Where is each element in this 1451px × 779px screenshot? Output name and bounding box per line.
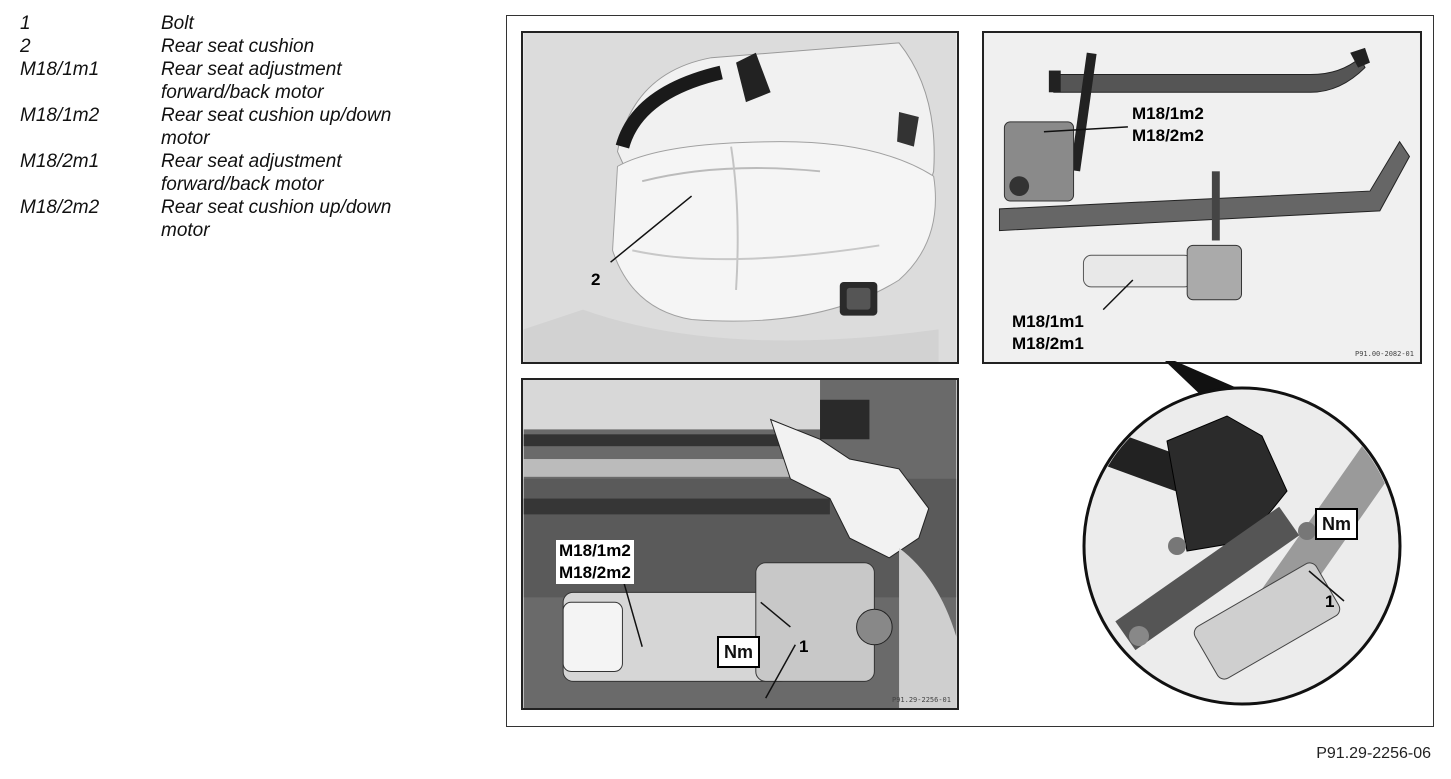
legend-desc-line: forward/back motor xyxy=(161,174,324,195)
figure-frame xyxy=(506,15,1434,727)
callout-motor-1: M18/1m2 xyxy=(556,540,634,562)
figure-number: P91.29-2256-06 xyxy=(1316,745,1431,762)
legend-desc-line: Rear seat adjustment xyxy=(161,59,342,80)
legend-code: M18/2m1 xyxy=(20,151,100,172)
legend-desc-line: motor xyxy=(161,220,210,241)
legend-desc-line: motor xyxy=(161,128,210,149)
callout-bolt: 1 xyxy=(799,637,809,656)
seat-frame-panel xyxy=(982,31,1422,364)
legend-row xyxy=(20,104,460,150)
photo-code: P91.29-2256-01 xyxy=(891,696,951,704)
legend-code: M18/2m2 xyxy=(20,197,100,218)
legend-desc-line: Rear seat adjustment xyxy=(161,151,342,172)
legend-desc-line: forward/back motor xyxy=(161,82,324,103)
legend-desc xyxy=(161,12,460,35)
legend-desc xyxy=(161,58,460,104)
legend-row xyxy=(20,58,460,104)
callout-lower-motor-2: M18/2m1 xyxy=(1012,334,1084,353)
legend-desc-line: Rear seat cushion up/down xyxy=(161,105,392,126)
detail-inset-illustration xyxy=(1047,361,1432,706)
legend-code: 1 xyxy=(20,13,31,34)
legend-code: M18/1m2 xyxy=(20,105,100,126)
legend-row xyxy=(20,12,460,35)
legend-desc-line: Rear seat cushion up/down xyxy=(161,197,392,218)
legend-desc xyxy=(161,104,460,150)
callout-lower-motor-1: M18/1m1 xyxy=(1012,312,1084,331)
legend-row xyxy=(20,196,460,242)
legend xyxy=(20,12,460,242)
legend-desc xyxy=(161,150,460,196)
seat-photo-illustration xyxy=(523,33,957,362)
legend-code: M18/1m1 xyxy=(20,59,100,80)
seat-photo-panel xyxy=(521,31,959,364)
legend-desc xyxy=(161,196,460,242)
legend-row xyxy=(20,150,460,196)
legend-desc-line: Bolt xyxy=(161,13,194,34)
detail-callout-bolt: 1 xyxy=(1325,592,1335,611)
callout-motor-2: M18/2m2 xyxy=(556,562,634,584)
legend-desc-line: Rear seat cushion xyxy=(161,36,315,57)
torque-label: Nm xyxy=(717,636,760,668)
legend-row xyxy=(20,35,460,58)
callout-upper-motor-2: M18/2m2 xyxy=(1132,126,1204,145)
motor-photo-panel xyxy=(521,378,959,710)
legend-code: 2 xyxy=(20,36,31,57)
callout-seat-cushion: 2 xyxy=(591,270,601,289)
photo-code: P91.00-2082-01 xyxy=(1354,350,1414,358)
callout-upper-motor-1: M18/1m2 xyxy=(1132,104,1204,123)
detail-torque-label: Nm xyxy=(1315,508,1358,540)
legend-desc xyxy=(161,35,460,58)
